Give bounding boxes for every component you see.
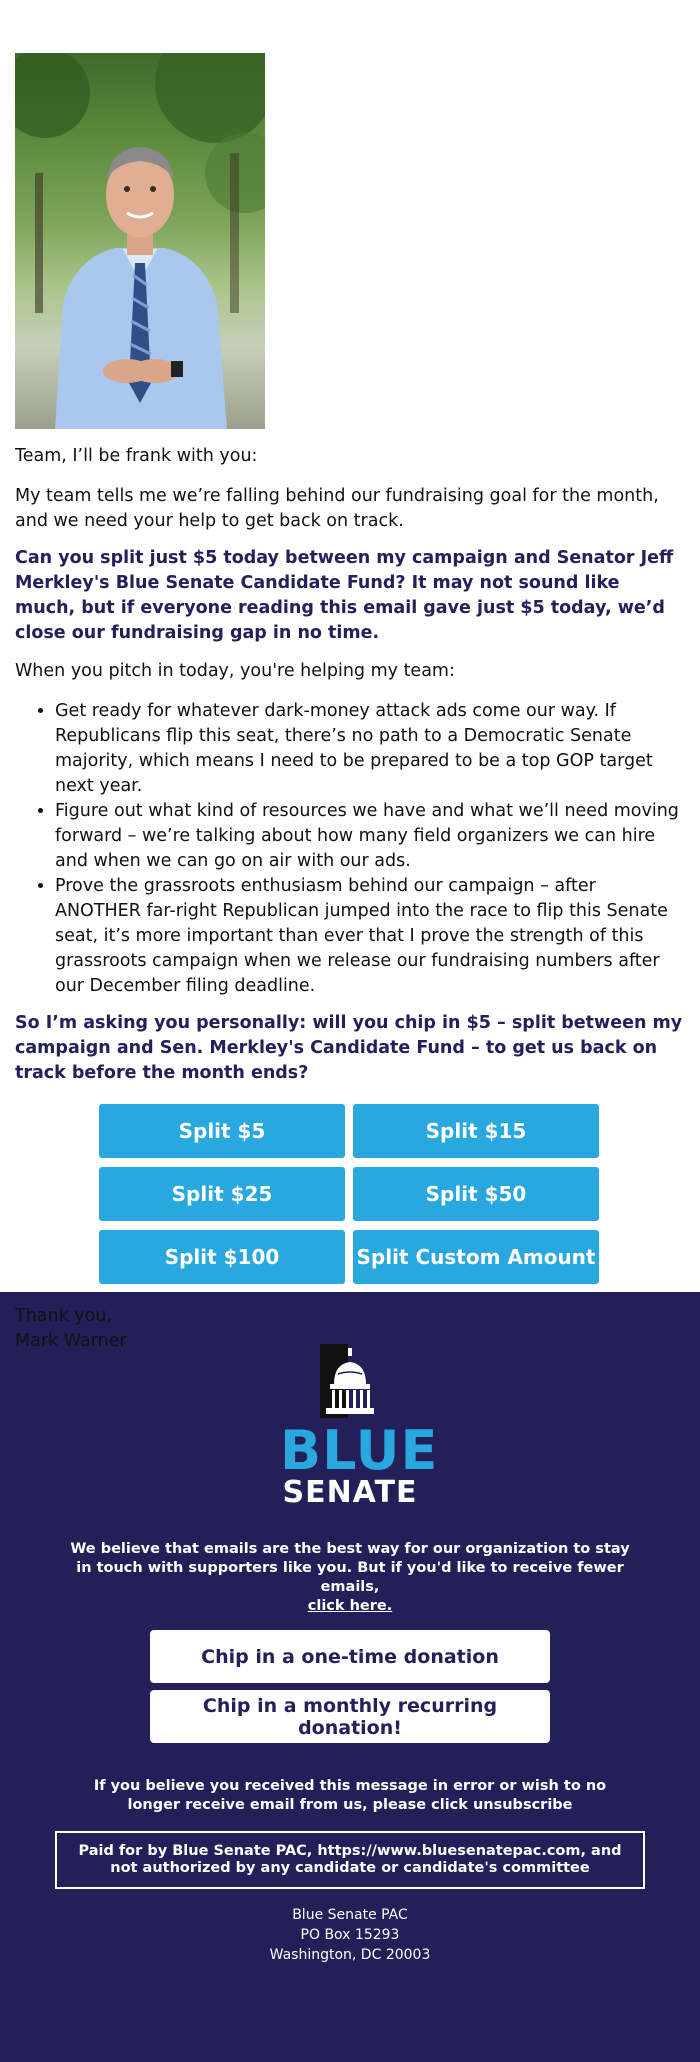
- thanks-text: Thank you,: [15, 1306, 113, 1326]
- signature-text: Mark Warner: [15, 1331, 127, 1351]
- greeting: Team, I’ll be frank with you:: [15, 446, 258, 466]
- blue-senate-logo: [280, 1344, 439, 1510]
- split-50-button[interactable]: Split $50: [353, 1167, 599, 1221]
- portrait-illustration: [15, 53, 265, 429]
- capitol-dome-icon: [320, 1344, 380, 1418]
- org-name: Blue Senate PAC: [292, 1907, 408, 1923]
- one-time-donation-button[interactable]: Chip in a one-time donation: [150, 1630, 550, 1683]
- mailing-address: [0, 1905, 700, 1965]
- bullet-list: [15, 699, 685, 999]
- ask-paragraph: So I’m asking you personally: will you chip in $5 – split between my campaign and Sen. Merkley's Candidate Fund – to get us back on track before the month ends?: [15, 1013, 683, 1083]
- monthly-donation-button[interactable]: Chip in a monthly recurring donation!: [150, 1690, 550, 1743]
- list-item: • Figure out what kind of resources we have and what we’ll need moving forward – we’re talking about how many field organizers we can hire and when we can go on air with our ads.: [55, 799, 685, 874]
- list-item: • Get ready for whatever dark-money attack ads come our way. If Republicans flip this seat, there’s no path to a Democratic Senate majority, which means I need to be prepared to be a top GOP target next year.: [55, 699, 685, 799]
- fewer-emails-link[interactable]: click here.: [307, 1598, 393, 1614]
- split-100-button[interactable]: Split $100: [99, 1230, 345, 1284]
- split-25-button[interactable]: Split $25: [99, 1167, 345, 1221]
- logo-blue-text: BLUE: [280, 1419, 439, 1482]
- list-item: • Prove the grassroots enthusiasm behind our campaign – after ANOTHER far-right Republican jumped into the race to flip this Senate seat, it’s more important than ever that I prove the strength of this grassroots campaign when we release our fundraising numbers after our December filing deadline.: [55, 874, 685, 999]
- city-line: Washington, DC 20003: [269, 1947, 431, 1963]
- lead-paragraph: When you pitch in today, you're helping my team:: [15, 661, 455, 681]
- split-custom-button[interactable]: Split Custom Amount: [353, 1230, 599, 1284]
- logo-senate-text: SENATE: [282, 1475, 418, 1510]
- email-frequency-note: [70, 1540, 630, 1616]
- paid-for-disclaimer: Paid for by Blue Senate PAC, https://www.bluesenatepac.com, and not authorized by any candidate or candidate's committee: [55, 1831, 645, 1889]
- split-button-grid: [99, 1104, 601, 1284]
- candidate-photo: [15, 53, 265, 429]
- po-box: PO Box 15293: [300, 1927, 400, 1943]
- bold-question: Can you split just $5 today between my campaign and Senator Jeff Merkley's Blue Senate Candidate Fund? It may not sound like much, but if everyone reading this email gave just $5 today, we’d close our fundraising gap in no time.: [15, 548, 674, 643]
- email-note-text: We believe that emails are the best way for our organization to stay in touch with supporters like you. But if you'd like to receive fewer emails,: [70, 1541, 630, 1595]
- intro-paragraph: My team tells me we’re falling behind our fundraising goal for the month, and we need your help to get back on track.: [15, 486, 659, 531]
- footer: [0, 1292, 700, 2062]
- split-15-button[interactable]: Split $15: [353, 1104, 599, 1158]
- unsubscribe-note[interactable]: If you believe you received this message in error or wish to no longer receive email from us, please click unsubscribe: [93, 1778, 607, 1813]
- split-5-button[interactable]: Split $5: [99, 1104, 345, 1158]
